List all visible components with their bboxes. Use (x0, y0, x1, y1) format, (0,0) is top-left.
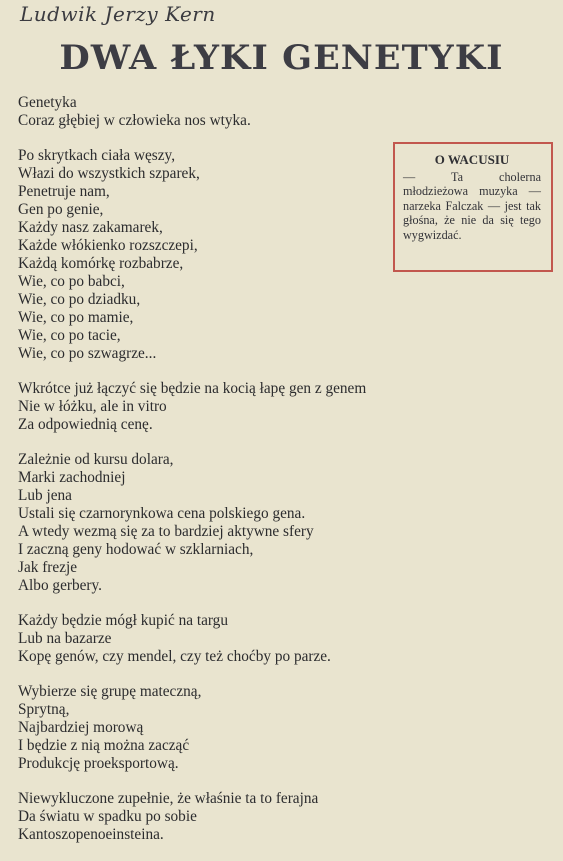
poem-line: Za odpowiednią cenę. (18, 416, 153, 433)
poem-line: Zależnie od kursu dolara, (18, 451, 174, 468)
poem-line: Każdy będzie mógł kupić na targu (18, 612, 228, 629)
poem-line: A wtedy wezmą się za to bardziej aktywne sfery (18, 523, 314, 540)
poem-line: Wkrótce już łączyć się będzie na kocią łapę gen z genem (18, 380, 367, 397)
poem-title: DWA ŁYKI GENETYKI (59, 38, 504, 78)
poem-line: Wybierze się grupę mateczną, (18, 683, 202, 700)
poem-line: Produkcję proeksportową. (18, 755, 179, 772)
sidebar-title: O WACUSIU (434, 152, 510, 167)
poem-line: Nie w łóżku, ale in vitro (18, 398, 167, 415)
poem-line: Każde włókienko rozszczepi, (18, 237, 198, 254)
poem-line: Lub jena (18, 487, 72, 504)
poem-stanza (18, 380, 558, 434)
poem-stanza (18, 790, 558, 844)
poem-line: Wie, co po dziadku, (18, 291, 141, 308)
poem-line: Jak frezje (18, 559, 78, 576)
poem-line: Ustali się czarnorynkowa cena polskiego gena. (18, 505, 306, 522)
poem-line: I będzie z nią można zacząć (18, 737, 190, 754)
poem-stanza (18, 683, 558, 773)
sidebar-text: — Ta cholerna młodzieżowa muzyka — narzeka Falczak — jest tak głośna, że nie da się tego wygwizdać. (403, 170, 541, 242)
poem-line: Genetyka (18, 94, 77, 111)
poem-line: Sprytną, (18, 701, 70, 718)
poem-line: Albo gerbery. (18, 577, 102, 594)
poem-line: Wie, co po szwagrze... (18, 345, 157, 362)
poem-line: Wie, co po babci, (18, 273, 125, 290)
poem-line: Lub na bazarze (18, 630, 112, 647)
poem-line: Penetruje nam, (18, 183, 110, 200)
poem-line: Coraz głębiej w człowieka nos wtyka. (18, 112, 251, 129)
poem-line: Kopę genów, czy mendel, czy też choćby po parze. (18, 648, 331, 665)
poem-line: Każdy nasz zakamarek, (18, 219, 163, 236)
poem-line: Niewykluczone zupełnie, że właśnie ta to ferajna (18, 790, 319, 807)
poem-line: Włazi do wszystkich szparek, (18, 165, 200, 182)
poem-stanza (18, 612, 558, 666)
poem-stanza (18, 94, 558, 130)
poem-line: Kantoszopenoeinsteina. (18, 826, 164, 843)
poem-stanza (18, 451, 558, 595)
poem-line: Najbardziej morową (18, 719, 144, 736)
poem-line: Wie, co po tacie, (18, 327, 121, 344)
poem-line: I zaczną geny hodować w szklarniach, (18, 541, 254, 558)
sidebar-box (393, 142, 553, 272)
poem-line: Po skrytkach ciała węszy, (18, 147, 176, 164)
poem-line: Wie, co po mamie, (18, 309, 134, 326)
poem-line: Każdą komórkę rozbabrze, (18, 255, 184, 272)
poem-line: Da światu w spadku po sobie (18, 808, 197, 825)
poem-line: Marki zachodniej (18, 469, 126, 486)
poem-line: Gen po genie, (18, 201, 104, 218)
author-name: Ludwik Jerzy Kern (20, 2, 216, 26)
